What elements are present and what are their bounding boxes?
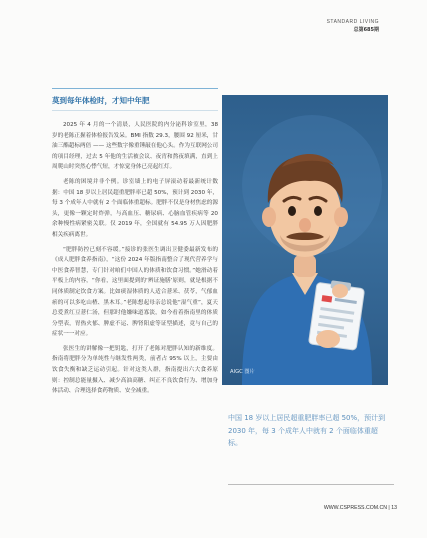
paragraph: 张医生的讲解像一把钥匙，打开了老陈对肥胖认知的新维度。指南将肥胖分为单纯性与继发性两类，前者占 95% 以上，主要由饮食失衡和缺乏运动引起。针对这类人群，指南提出六大食养原则：控制总能量摄入、减少高油高糖、纠正不良饮食行为、增加身体活动、合理选择食药物质、安全减重。 <box>52 345 218 395</box>
masthead <box>327 18 379 34</box>
bottom-rule <box>228 484 394 485</box>
paragraph: “肥胖防控已刻不容缓。”接诊的张医生调出卫健委最新发布的《成人肥胖食养指南》，“这份 2024 年版指南整合了现代营养学与中医食养智慧，专门针对咱们中国人的体质和饮食习惯。”她滑动着平板上的内容，“你看，这里面提到的‘辨证施膳’原则，就是根据不同体质制定饮食方案。比如痰湿体质的人适合薏米、茯苓，气郁血瘀的可以多吃山楂、黑木耳。”老陈想起母亲总说他“湿气重”，夏天总爱煮红豆薏仁汤，但那时他嫌味道寡淡，如今看着指南里的体质分型表，胃热火郁、脾虚不运、脾肾阳虚等证型描述，竟与自己的症状一一对应。 <box>52 246 218 338</box>
heading-rule <box>52 88 218 89</box>
magazine-name: STANDARD LIVING <box>326 19 379 25</box>
paragraph: 2025 年 4 月的一个清晨，人民医院的内分泌科诊室里，38 岁的老陈正握着体检报告发呆。BMI 指数 29.3，腰围 92 厘米，甘油三酯超标两倍 —— 这些数字像重锤敲在他心头。作为互联网公司的项目经理，过去 5 年他的生活被会议、夜宵和熬夜填满，直到上周爬山时突然心悸气短，才惊觉身体已亮起红灯。 <box>52 122 218 171</box>
section-heading: 莫到每年体检时，才知中年肥 <box>52 96 150 105</box>
cartoon-man-illustration <box>222 95 388 385</box>
article-body <box>52 120 218 401</box>
image-credit: AIGC 图片 <box>230 369 255 375</box>
illustration-photo <box>222 95 388 385</box>
page-footer: WWW.CSPRESS.COM.CN | 13 <box>323 505 397 511</box>
pull-quote: 中国 18 岁以上居民超重肥胖率已超 50%，预计到 2030 年，每 3 个成年人中就有 2 个面临体重超标。 <box>228 414 386 447</box>
paragraph: 老陈的困境并非个例。诊室墙上的电子屏滚动着最新统计数据：中国 18 岁以上居民超重肥胖率已超 50%，预计到 2030 年，每 3 个成年人中就有 2 个面临体重超标。肥胖不仅是身材焦虑的源头，更像一颗定时炸弹，与高血压、糖尿病、心脑血管疾病等 20 余种慢性病紧密关联。仅 2019 年，全国就有 54.95 万人因肥胖相关疾病离世。 <box>52 178 218 238</box>
heading-underline <box>52 110 218 111</box>
issue-number: 总第685期 <box>353 27 379 33</box>
